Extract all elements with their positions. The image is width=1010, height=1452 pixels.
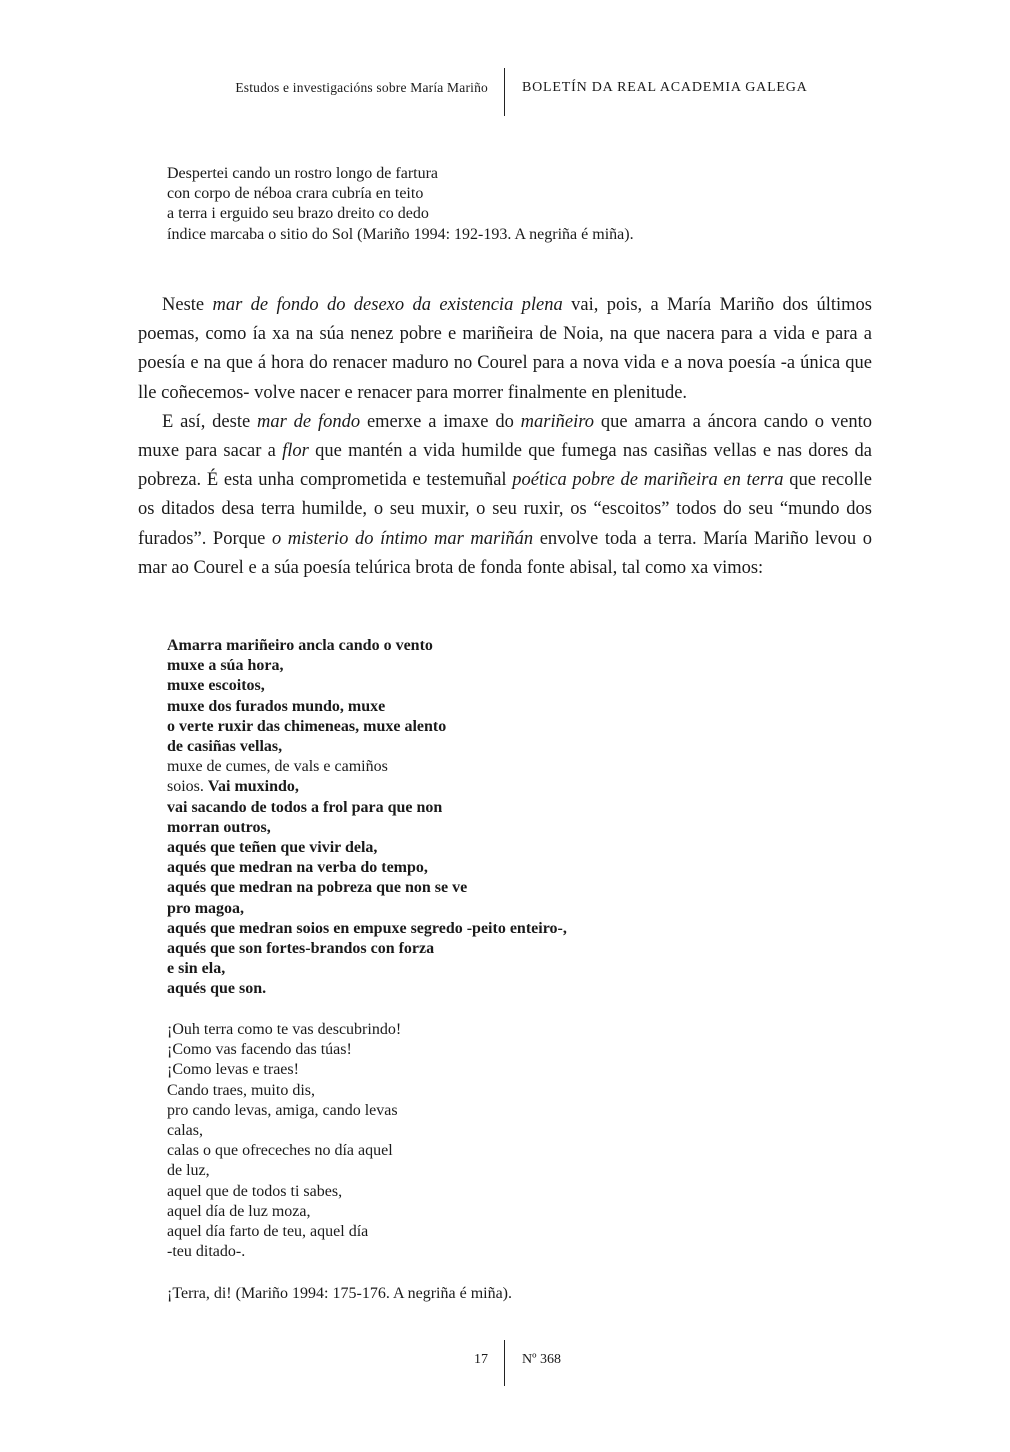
footer-divider	[504, 1340, 505, 1386]
quote-line: a terra i erguido seu brazo dreito co dedo	[167, 205, 429, 223]
poem-line: de luz,	[167, 1162, 210, 1180]
poem-line: aquel día de luz moza,	[167, 1202, 311, 1220]
italic-phrase: flor	[282, 441, 309, 462]
paragraph-2: E así, deste mar de fondo emerxe a imaxe do mariñeiro que amarra a áncora cando o vento muxe para sacar a flor que mantén a vida humilde que fumega nas casiñas vellas e nas dores da pobreza. É esta unha comprometida e testemuñal poética pobre de mariñeira en terra que recolle os ditados desa terra humilde, o seu muxir, o seu ruxir, os “escoitos” todos do seu “mundo dos furados”. Porque o misterio do íntimo mar mariñán envolve toda a terra. María Mariño levou o mar ao Courel e a súa poesía telúrica brota de fonda fonte abisal, tal como xa vimos:	[138, 411, 873, 578]
header-journal-title: BOLETÍN DA REAL ACADEMIA GALEGA	[522, 80, 808, 95]
poem-line: aqués que son fortes-brandos con forza	[167, 940, 435, 958]
poem-line: muxe escoitos,	[167, 677, 265, 695]
running-footer	[0, 1340, 1010, 1390]
poem-stanza-2	[167, 1020, 401, 1262]
poem-line: aqués que son.	[167, 980, 267, 998]
poem-line: ¡Como levas e traes!	[167, 1061, 299, 1079]
poem-line: pro magoa,	[167, 899, 245, 917]
quote-line: con corpo de néboa crara cubría en teito	[167, 185, 424, 203]
italic-phrase: poética pobre de mariñeira en terra	[512, 470, 784, 491]
body-text	[138, 291, 872, 583]
poem-line: aquel que de todos ti sabes,	[167, 1182, 343, 1200]
poem-line: aqués que medran soios en empuxe segredo -peito enteiro-,	[167, 919, 567, 937]
issue-number: Nº 368	[522, 1352, 561, 1367]
running-header	[0, 78, 1010, 118]
poem-stanza-3	[167, 1284, 512, 1304]
paragraph-1: Neste mar de fondo do desexo da existencia plena vai, pois, a María Mariño dos últimos poemas, como ía xa na súa nenez pobre e mariñeira de Noia, na que nacera para a vida e para a poesía e na que á hora do renacer maduro no Courel para a nova vida e a nova poesía -a única que lle coñecemos- volve nacer e renacer para morrer finalmente en plenitude.	[138, 295, 873, 403]
poem-line: pro cando levas, amiga, cando levas	[167, 1101, 398, 1119]
page-number: 17	[474, 1352, 488, 1367]
poem-line: vai sacando de todos a frol para que non	[167, 798, 443, 816]
italic-phrase: o misterio do íntimo mar mariñán	[271, 528, 534, 549]
poem-line: aqués que medran na verba do tempo,	[167, 859, 428, 877]
italic-phrase: mar de fondo do desexo da existencia plena	[212, 295, 563, 315]
poem-line: aquel día farto de teu, aquel día	[167, 1223, 369, 1241]
poem-line: -teu ditado-.	[167, 1243, 246, 1261]
header-series-title: Estudos e investigacións sobre María Mariño	[235, 80, 488, 95]
poem-line: aqués que medran na pobreza que non se ve	[167, 879, 468, 897]
quote-line: Despertei cando un rostro longo de fartura	[167, 165, 439, 182]
poem-stanza-1	[167, 636, 567, 1000]
italic-phrase: mar de fondo	[257, 411, 361, 432]
poem-line: muxe dos furados mundo, muxe	[167, 697, 386, 715]
poem-line: o verte ruxir das chimeneas, muxe alento	[167, 717, 447, 735]
poem-line: muxe a súa hora,	[167, 657, 284, 675]
poem-line: de casiñas vellas,	[167, 738, 283, 756]
italic-phrase: mariñeiro	[520, 411, 594, 432]
quote-block-1	[167, 164, 634, 245]
poem-line: ¡Como vas facendo das túas!	[167, 1041, 352, 1059]
poem-line: Cando traes, muito dis,	[167, 1081, 315, 1099]
poem-line: morran outros,	[167, 818, 271, 836]
poem-line: e sin ela,	[167, 960, 226, 978]
quote-line: índice marcaba o sitio do Sol (Mariño 1994: 192-193. A negriña é miña).	[167, 225, 634, 243]
header-divider	[504, 68, 505, 116]
poem-line: soios. Vai muxindo,	[167, 778, 299, 796]
poem-line: aqués que teñen que vivir dela,	[167, 839, 378, 857]
poem-line: calas,	[167, 1122, 203, 1140]
poem-line: muxe de cumes, de vals e camiños	[167, 758, 388, 776]
poem-line: calas o que ofreceches no día aquel	[167, 1142, 393, 1160]
poem-line: ¡Ouh terra como te vas descubrindo!	[167, 1021, 402, 1038]
poem-line: ¡Terra, di! (Mariño 1994: 175-176. A negriña é miña).	[167, 1285, 513, 1302]
poem-line: Amarra mariñeiro ancla cando o vento	[167, 637, 433, 654]
